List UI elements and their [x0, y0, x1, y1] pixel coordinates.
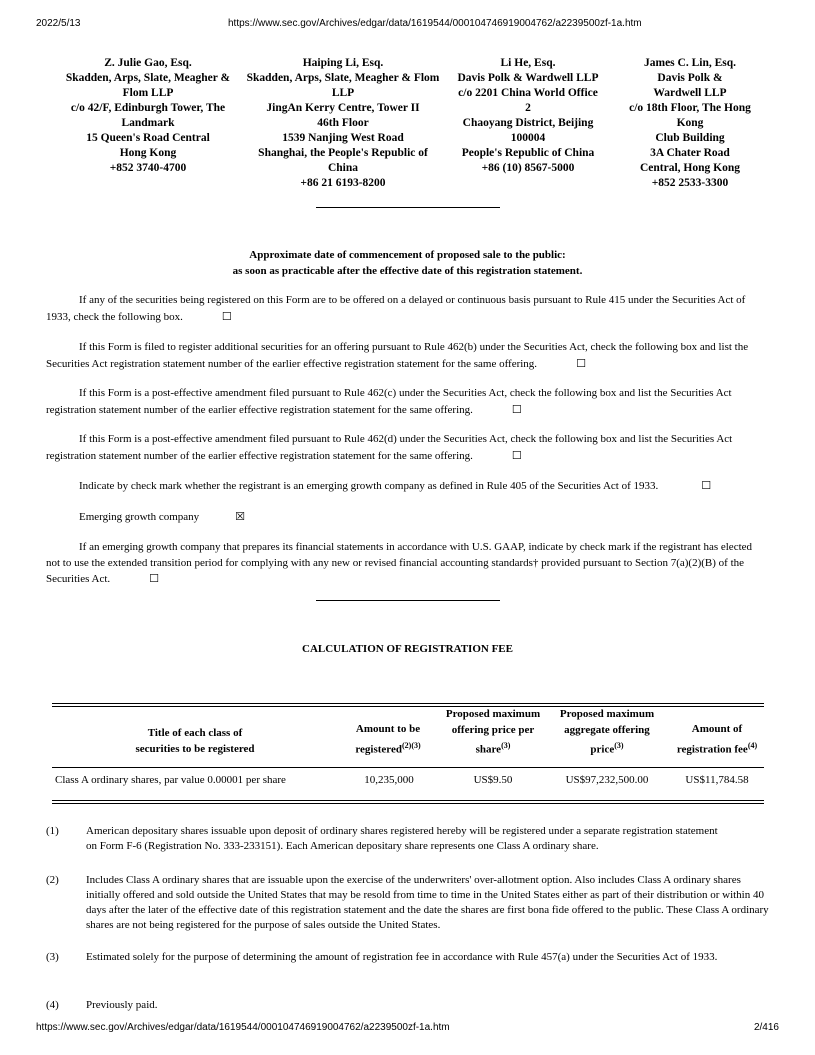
- counsel-line: 46th Floor: [317, 117, 369, 129]
- rule-462b-text: If this Form is filed to register additional securities for an offering pursuant to Rule 462(b) under the Securities Act, check the following box and list the Securities Act registration statement number of the earlier effective registration statement for the same offering.: [46, 341, 749, 370]
- counsel-line: Li He, Esq.: [500, 57, 556, 69]
- page-number: 2/416: [753, 1022, 779, 1033]
- approximate-date-notice: [0, 248, 815, 279]
- counsel-line: LLP: [331, 87, 355, 99]
- rule-462d-checkbox[interactable]: ☐: [511, 448, 522, 462]
- row-security-title: Class A ordinary shares, par value 0.00001 per share: [55, 774, 286, 786]
- counsel-column-1: [58, 56, 238, 191]
- rule-415-checkbox[interactable]: ☐: [221, 309, 232, 323]
- separator-rule: [316, 207, 500, 208]
- print-date: 2022/5/13: [36, 18, 81, 29]
- rule-462b-checkbox[interactable]: ☐: [576, 356, 586, 370]
- egc-checkbox[interactable]: ☒: [235, 510, 246, 523]
- rule-462d-text: If this Form is a post-effective amendment filed pursuant to Rule 462(d) under the Securities Act, check the following box and list the Securities Act registration statement number of the earlier effective registration statement for the same offering.: [46, 433, 733, 462]
- separator-rule-2: [316, 600, 500, 601]
- rule-415-paragraph: [46, 293, 768, 325]
- counsel-line: +852 3740-4700: [109, 162, 187, 174]
- counsel-line: Davis Polk & Wardwell LLP: [457, 72, 599, 84]
- egc-indicate-checkbox[interactable]: ☐: [701, 479, 712, 492]
- rule-462c-text: If this Form is a post-effective amendment filed pursuant to Rule 462(c) under the Securities Act, check the following box and list the Securities Act registration statement number of the earlier effective registration statement for the same offering.: [46, 387, 732, 416]
- table-bottom-rule-2: [52, 803, 764, 804]
- counsel-line: +86 (10) 8567-5000: [481, 162, 575, 174]
- footnote-number: (3): [46, 951, 59, 963]
- print-header-url[interactable]: https://www.sec.gov/Archives/edgar/data/1619544/000104746919004762/a2239500zf-1a.htm: [228, 18, 642, 29]
- row-registration-fee: US$11,784.58: [685, 774, 749, 786]
- egc-label: Emerging growth company: [79, 511, 200, 523]
- egc-indicate-text: Indicate by check mark whether the registrant is an emerging growth company as defined in Rule 405 of the Securities Act of 1933.: [79, 480, 659, 492]
- counsel-line: Davis Polk &: [657, 72, 723, 84]
- counsel-line: JingAn Kerry Centre, Tower II: [266, 102, 420, 114]
- counsel-column-4: [608, 56, 772, 191]
- footnote-text: Estimated solely for the purpose of determining the amount of registration fee in accordance with Rule 457(a) under the Securities Act of 1933.: [86, 951, 718, 963]
- footnote-3: [46, 950, 774, 965]
- print-footer-url[interactable]: https://www.sec.gov/Archives/edgar/data/1619544/000104746919004762/a2239500zf-1a.htm: [36, 1022, 450, 1033]
- header-offering-price-per-share: Proposed maximum offering price per share$^{(3)}$: [445, 708, 541, 756]
- counsel-line: China: [327, 162, 359, 174]
- footnote-number: (4): [46, 999, 59, 1011]
- counsel-line: Club Building: [655, 132, 725, 144]
- counsel-line: c/o 2201 China World Office: [458, 87, 598, 99]
- counsel-line: +852 2533-3300: [651, 177, 729, 189]
- counsel-line: c/o 42/F, Edinburgh Tower, The: [70, 102, 226, 114]
- counsel-line: 15 Queen's Road Central: [86, 132, 210, 144]
- counsel-column-3: [448, 56, 608, 191]
- rule-415-text: If any of the securities being registered on this Form are to be offered on a delayed or continuous basis pursuant to Rule 415 under the Securities Act of 1933, check the following box.: [46, 294, 746, 323]
- header-aggregate-offering-price: Proposed maximum aggregate offering price$^{(3)}$: [559, 708, 655, 756]
- footnote-1: [46, 824, 774, 854]
- counsel-line: 1539 Nanjing West Road: [282, 132, 404, 144]
- counsel-line: Wardwell LLP: [653, 87, 727, 99]
- egc-indicate-paragraph: [46, 478, 768, 495]
- footnote-text: American depositary shares issuable upon deposit of ordinary shares registered hereby will be registered under a separate registration statement on Form F-6 (Registration No. 333-233151). Each American depositary share represents one Class A ordinary share.: [86, 825, 718, 852]
- counsel-line: Haiping Li, Esq.: [302, 57, 384, 69]
- footnote-number: (2): [46, 874, 59, 886]
- table-header-rule: [52, 767, 764, 768]
- rule-462c-checkbox[interactable]: ☐: [511, 402, 522, 416]
- rule-462c-paragraph: [46, 386, 768, 418]
- header-title-class: Title of each class of securities to be registered: [135, 727, 255, 755]
- counsel-line: Flom LLP: [122, 87, 174, 99]
- counsel-line: +86 21 6193-8200: [300, 177, 386, 189]
- header-registration-fee: Amount of registration fee$^{(4)}$: [676, 723, 758, 756]
- row-price-per-share: US$9.50: [473, 774, 513, 786]
- counsel-line: 100004: [510, 132, 546, 144]
- transition-paragraph: [46, 540, 768, 588]
- counsel-line: Hong Kong: [119, 147, 177, 159]
- counsel-line: 3A Chater Road: [650, 147, 730, 159]
- counsel-line: James C. Lin, Esq.: [643, 57, 737, 69]
- approximate-date-line-1: Approximate date of commencement of proposed sale to the public:: [249, 249, 566, 261]
- footnote-number: (1): [46, 825, 59, 837]
- counsel-line: Skadden, Arps, Slate, Meagher &: [65, 72, 231, 84]
- row-aggregate-price: US$97,232,500.00: [565, 774, 649, 786]
- fee-table-title: CALCULATION OF REGISTRATION FEE: [302, 643, 513, 655]
- counsel-line: Central, Hong Kong: [640, 162, 740, 174]
- counsel-line: Kong: [676, 117, 704, 129]
- row-amount-registered: 10,235,000: [364, 774, 414, 786]
- transition-text: If an emerging growth company that prepares its financial statements in accordance with U.S. GAAP, indicate by check mark if the registrant has elected not to use the extended transition period for complying with any new or revised financial accounting standards† provided pursuant to Section 7(a)(2)(B) of the Securities Act.: [46, 541, 753, 585]
- rule-462b-paragraph: [46, 340, 768, 372]
- table-top-rule: [52, 703, 764, 704]
- footnote-text: Includes Class A ordinary shares that are issuable upon the exercise of the underwriters' over-allotment option. Also includes Class A ordinary shares initially offered and sold outside the United States that may be resold from time to time in the United States either as part of their distribution or within 40 days after the later of the effective date of this registration statement and the date the shares are first bona fide offered to the public. These Class A ordinary shares are not being registered for the purpose of sales outside the United States.: [86, 874, 769, 931]
- approximate-date-line-2: as soon as practicable after the effective date of this registration statement.: [232, 264, 583, 277]
- counsel-line: People's Republic of China: [461, 147, 595, 159]
- egc-paragraph: [46, 509, 768, 526]
- footnote-2: [46, 873, 774, 933]
- header-amount-registered: Amount to be registered$^{(2)(3)}$: [355, 723, 421, 756]
- counsel-column-2: [238, 56, 448, 191]
- counsel-addresses: [58, 56, 772, 191]
- counsel-line: Z. Julie Gao, Esq.: [104, 57, 192, 69]
- footnote-text: Previously paid.: [86, 999, 158, 1011]
- counsel-line: c/o 18th Floor, The Hong: [629, 102, 751, 114]
- rule-462d-paragraph: [46, 432, 768, 464]
- counsel-line: Landmark: [121, 117, 175, 129]
- counsel-line: 2: [525, 102, 531, 114]
- counsel-line: Chaoyang District, Beijing: [462, 117, 594, 129]
- counsel-line: Shanghai, the People's Republic of: [258, 147, 428, 159]
- counsel-line: Skadden, Arps, Slate, Meagher & Flom: [246, 72, 440, 84]
- footnote-4: [46, 998, 774, 1013]
- table-bottom-rule: [52, 800, 764, 801]
- transition-checkbox[interactable]: ☐: [149, 572, 160, 585]
